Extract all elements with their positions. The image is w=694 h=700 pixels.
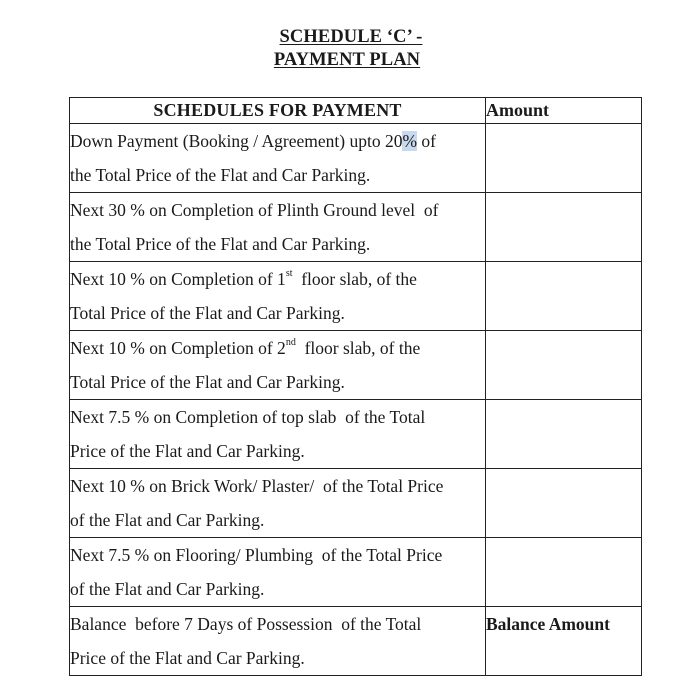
description-text: floor slab, of the: [292, 269, 417, 289]
description-line: Price of the Flat and Car Parking.: [70, 441, 305, 461]
description-text: Next 10 % on Completion of 1: [70, 269, 286, 289]
description-line: Total Price of the Flat and Car Parking.: [70, 372, 345, 392]
description-line: Next 7.5 % on Flooring/ Plumbing of the Total Price: [70, 545, 443, 565]
description-line: Next 7.5 % on Completion of top slab of the Total: [70, 407, 426, 427]
header-schedules: SCHEDULES FOR PAYMENT: [70, 98, 486, 124]
schedule-title-text: SCHEDULE ‘C’ -: [279, 27, 423, 47]
amount-cell: [486, 400, 642, 469]
amount-cell: [486, 331, 642, 400]
payment-plan-title-text: PAYMENT PLAN: [273, 50, 421, 70]
schedule-description: [70, 469, 486, 538]
description-line: Next 30 % on Completion of Plinth Ground level of: [70, 200, 439, 220]
balance-amount-cell: Balance Amount: [486, 607, 642, 676]
description-line: Total Price of the Flat and Car Parking.: [70, 303, 345, 323]
amount-cell: [486, 124, 642, 193]
table-row: [70, 607, 642, 676]
header-amount: Amount: [486, 98, 642, 124]
schedule-description: [70, 538, 486, 607]
table-row: [70, 400, 642, 469]
schedule-title: [4, 27, 694, 48]
table-header-row: [70, 98, 642, 124]
table-row: [70, 193, 642, 262]
schedule-description: [70, 124, 486, 193]
description-line: Balance before 7 Days of Possession of the Total: [70, 614, 422, 634]
payment-plan-title: [0, 50, 694, 71]
description-line: [70, 124, 485, 158]
amount-cell: [486, 469, 642, 538]
table-row: [70, 469, 642, 538]
table-row: [70, 538, 642, 607]
description-line: Next 10 % on Brick Work/ Plaster/ of the Total Price: [70, 476, 444, 496]
description-text: Next 10 % on Completion of 2: [70, 338, 286, 358]
description-line: the Total Price of the Flat and Car Parking.: [70, 234, 371, 254]
description-line: [70, 262, 485, 296]
amount-cell: [486, 538, 642, 607]
description-line: the Total Price of the Flat and Car Parking.: [70, 165, 371, 185]
table-row: [70, 262, 642, 331]
amount-cell: [486, 193, 642, 262]
schedule-description: [70, 262, 486, 331]
highlighted-text: %: [402, 131, 418, 151]
description-line: [70, 331, 485, 365]
description-text: Down Payment (Booking / Agreement) upto 20: [70, 131, 403, 151]
amount-cell: [486, 262, 642, 331]
description-line: of the Flat and Car Parking.: [70, 510, 265, 530]
description-line: of the Flat and Car Parking.: [70, 579, 265, 599]
table-row: [70, 124, 642, 193]
table-row: [70, 331, 642, 400]
schedule-description: [70, 607, 486, 676]
ordinal-suffix: st: [285, 268, 293, 279]
description-text: floor slab, of the: [295, 338, 421, 358]
description-text: of: [417, 131, 436, 151]
schedule-description: [70, 400, 486, 469]
ordinal-suffix: nd: [285, 337, 296, 348]
payment-schedule-table: [69, 97, 642, 676]
description-line: Price of the Flat and Car Parking.: [70, 648, 305, 668]
schedule-description: [70, 193, 486, 262]
schedule-description: [70, 331, 486, 400]
